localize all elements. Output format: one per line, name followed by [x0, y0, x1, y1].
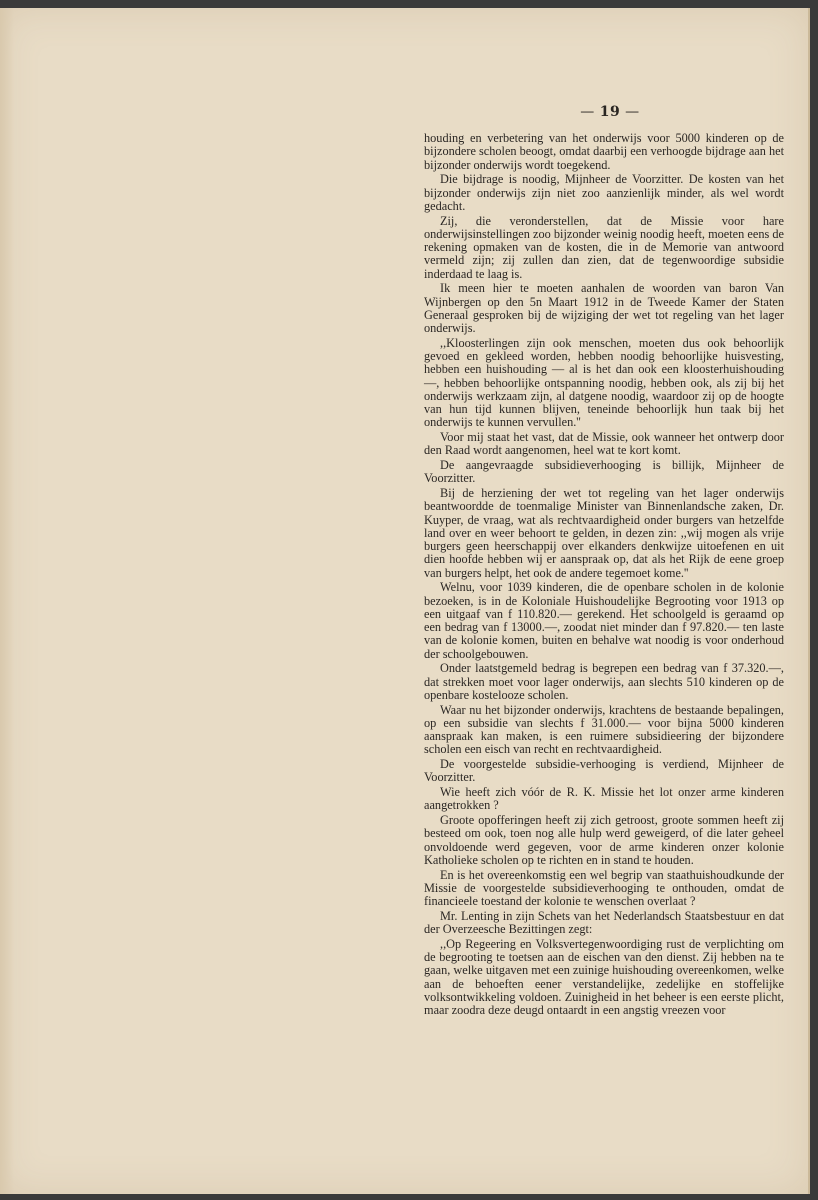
paragraph: Wie heeft zich vóór de R. K. Missie het lot onzer arme kinderen aangetrokken ?: [424, 785, 784, 813]
paragraph: Ik meen hier te moeten aanhalen de woorden van baron Van Wijnbergen op den 5n Maart 1912 in de Tweede Kamer der Staten Generaal gesproken bij de wijziging der wet tot regeling van het lager onderwijs.: [424, 281, 784, 335]
paragraph: Die bijdrage is noodig, Mijnheer de Voorzitter. De kosten van het bijzonder onderwijs zijn niet zoo aanzienlijk minder, als wel wordt gedacht.: [424, 172, 784, 213]
page-fold-shadow: [0, 8, 14, 1194]
paragraph: Groote opofferingen heeft zij zich getroost, groote sommen heeft zij besteed om ook, toen nog alle hulp werd geweigerd, of die later geheel onvoldoende werd gegeven, voor de arme kinderen onzer kolonie Katholieke scholen op te richten en in stand te houden.: [424, 813, 784, 867]
paragraph: ,,Op Regeering en Volksvertegenwoordiging rust de verplichting om de begrooting te toetsen aan de eischen van den dienst. Zij hebben na te gaan, welke uitgaven met een zuinige huishouding overeenkomen, welke aan de behoeften eener verstandelijke, zedelijke en stoffelijke volksontwikkeling voldoen. Zuinigheid in het beheer is een eerste plicht, maar zoodra deze deugd ontaardt in een angstig vreezen voor: [424, 936, 784, 1017]
paragraph: Mr. Lenting in zijn Schets van het Nederlandsch Staatsbestuur en dat der Overzeesche Bezittingen zegt:: [424, 908, 784, 936]
paragraph: En is het overeenkomstig een wel begrip van staathuishoudkunde der Missie de voorgestelde subsidieverhooging te onthouden, omdat de financieele toestand der kolonie te wenschen overlaat ?: [424, 867, 784, 908]
paragraph: Waar nu het bijzonder onderwijs, krachtens de bestaande bepalingen, op een subsidie van slechts f 31.000.— voor bijna 5000 kinderen aanspraak kan maken, is een ruimere subsidieering der bijzondere scholen een eisch van recht en rechtvaardigheid.: [424, 702, 784, 757]
paragraph: Welnu, voor 1039 kinderen, die de openbare scholen in de kolonie bezoeken, is in de Koloniale Huishoudelijke Begrooting voor 1913 op een uitgaaf van f 110.820.— gerekend. Het schoolgeld is geraamd op een bedrag van f 13000.—, zoodat niet minder dan f 97.820.— ten laste van de kolonie komen, buiten en behalve wat noodig is voor onderhoud der schoolgebouwen.: [424, 580, 784, 661]
paragraph: Onder laatstgemeld bedrag is begrepen een bedrag van f 37.320.—, dat strekken moet voor lager onderwijs, aan slechts 510 kinderen op de openbare kostelooze scholen.: [424, 661, 784, 702]
paragraph: houding en verbetering van het onderwijs voor 5000 kinderen op de bijzondere scholen beoogt, omdat daarbij een verhoogde bijdrage aan het bijzonder onderwijs wordt toegekend.: [424, 131, 784, 172]
page-number: — 19 —: [580, 104, 640, 120]
paragraph: De voorgestelde subsidie-verhooging is verdiend, Mijnheer de Voorzitter.: [424, 757, 784, 785]
paragraph: ,,Kloosterlingen zijn ook menschen, moeten dus ook behoorlijk gevoed en gekleed worden, hebben noodig behoorlijke huisvesting, hebben een huishouding — al is het dan ook een kloosterhuishouding —, hebben behoorlijke ontspanning noodig, hebben ook, als zij bij het onderwijs werkzaam zijn, al datgene noodig, waardoor zij op de hoogte van hun tijd kunnen blijven, teneinde behoorlijk hun taak bij het onderwijs te kunnen vervullen.'': [424, 335, 784, 430]
text-column: [424, 132, 784, 1019]
paragraph: Bij de herziening der wet tot regeling van het lager onderwijs beantwoordde de toenmalige Minister van Binnenlandsche zaken, Dr. Kuyper, de vraag, wat als rechtvaardigheid onder burgers van hetzelfde land over en weer behoort te gelden, in dezen zin: ,,wij mogen als vrije burgers geen heerschappij over elkanders denkwijze uitoefenen en uit dien hoofde hebben wij er aanspraak op, dat als het Rijk de eene groep van burgers helpt, het ook de andere tegemoet kome.'': [424, 486, 784, 580]
document-page: [0, 8, 810, 1194]
page-number-value: 19: [599, 104, 621, 120]
paragraph: Zij, die veronderstellen, dat de Missie voor hare onderwijsinstellingen zoo bijzonder weinig noodig heeft, moeten eens de rekening opmaken van de kosten, die in de Memorie van antwoord vermeld zijn; zij zullen dan zien, dat de tegenwoordige subsidie inderdaad te laag is.: [424, 213, 784, 281]
paragraph: De aangevraagde subsidieverhooging is billijk, Mijnheer de Voorzitter.: [424, 458, 784, 486]
paragraph: Voor mij staat het vast, dat de Missie, ook wanneer het ontwerp door den Raad wordt aangenomen, heel wat te kort komt.: [424, 430, 784, 458]
